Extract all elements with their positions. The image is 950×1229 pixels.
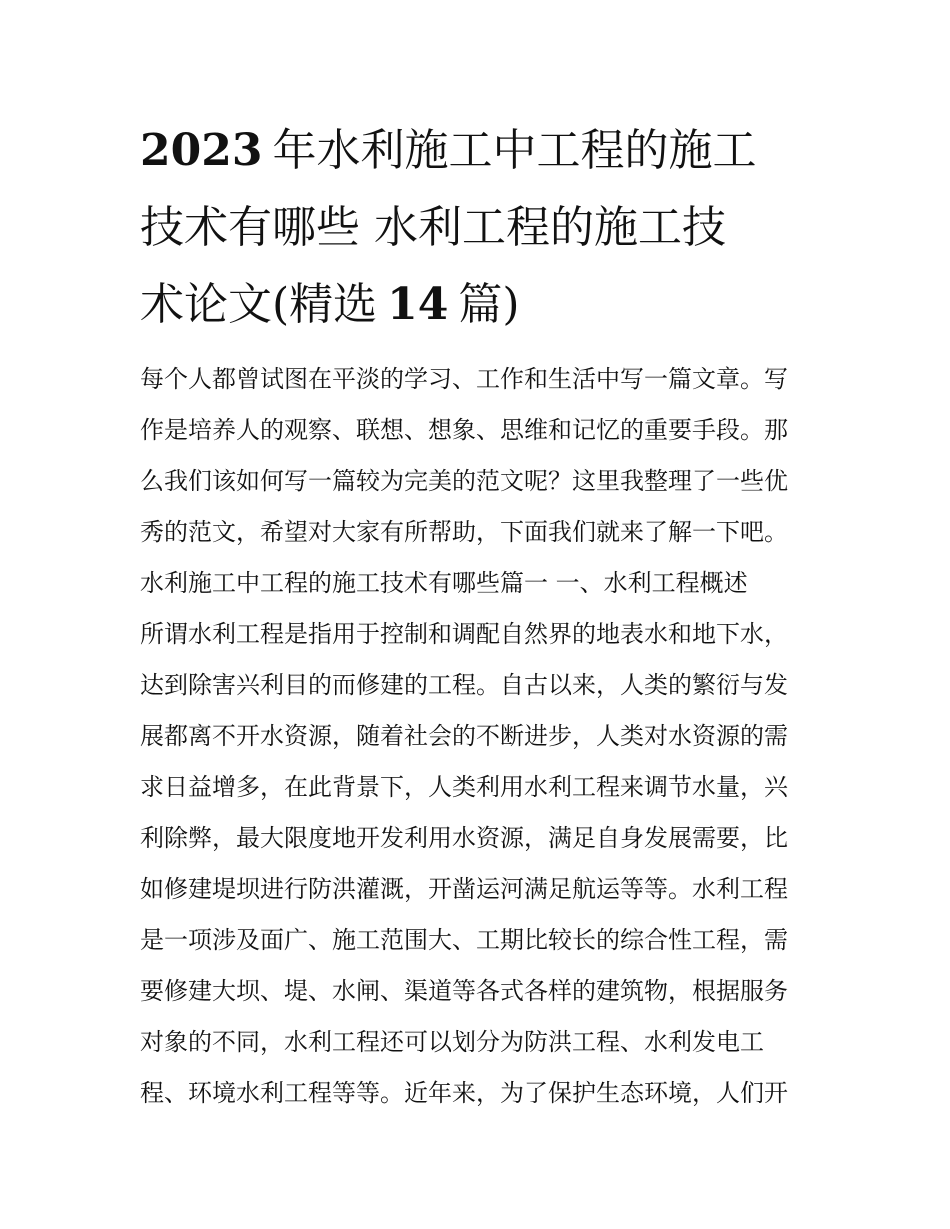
body-line: 作是培养人的观察、联想、想象、思维和记忆的重要手段。那 <box>140 416 788 444</box>
document-body <box>140 354 830 1119</box>
title-line-3 <box>140 266 830 343</box>
body-line: 每个人都曾试图在平淡的学习、工作和生活中写一篇文章。写 <box>140 365 788 393</box>
body-line: 求日益增多，在此背景下，人类利用水利工程来调节水量，兴 <box>140 773 788 801</box>
title-line-2-text: 技术有哪些 水利工程的施工技 <box>140 202 726 253</box>
body-line: 秀的范文，希望对大家有所帮助，下面我们就来了解一下吧。 <box>140 518 788 546</box>
body-line: 要修建大坝、堤、水闸、渠道等各式各样的建筑物，根据服务 <box>140 977 788 1005</box>
body-line: 如修建堤坝进行防洪灌溉，开凿运河满足航运等等。水利工程 <box>140 875 788 903</box>
body-line: 达到除害兴利目的而修建的工程。自古以来，人类的繁衍与发 <box>140 671 788 699</box>
title-year: 2023 <box>140 125 263 176</box>
title-line-1-text: 年水利施工中工程的施工 <box>272 125 757 176</box>
body-line: 对象的不同，水利工程还可以划分为防洪工程、水利发电工 <box>140 1028 764 1056</box>
title-line-2 <box>140 189 830 266</box>
body-line: 程、环境水利工程等等。近年来，为了保护生态环境，人们开 <box>140 1079 788 1107</box>
body-line: 是一项涉及面广、施工范围大、工期比较长的综合性工程，需 <box>140 926 788 954</box>
body-line: 展都离不开水资源，随着社会的不断进步，人类对水资源的需 <box>140 722 788 750</box>
section-heading-line: 水利施工中工程的施工技术有哪些篇一 一、水利工程概述 <box>140 569 748 597</box>
title-line-3-text-a: 术论文(精选 <box>140 279 378 330</box>
document-title <box>140 112 830 343</box>
body-line: 所谓水利工程是指用于控制和调配自然界的地表水和地下水， <box>140 620 788 648</box>
title-line-3-text-b: 篇) <box>458 279 520 330</box>
title-line-1 <box>140 112 830 189</box>
body-line: 么我们该如何写一篇较为完美的范文呢？这里我整理了一些优 <box>140 467 788 495</box>
body-line: 利除弊，最大限度地开发利用水资源，满足自身发展需要，比 <box>140 824 788 852</box>
title-count: 14 <box>387 279 449 330</box>
